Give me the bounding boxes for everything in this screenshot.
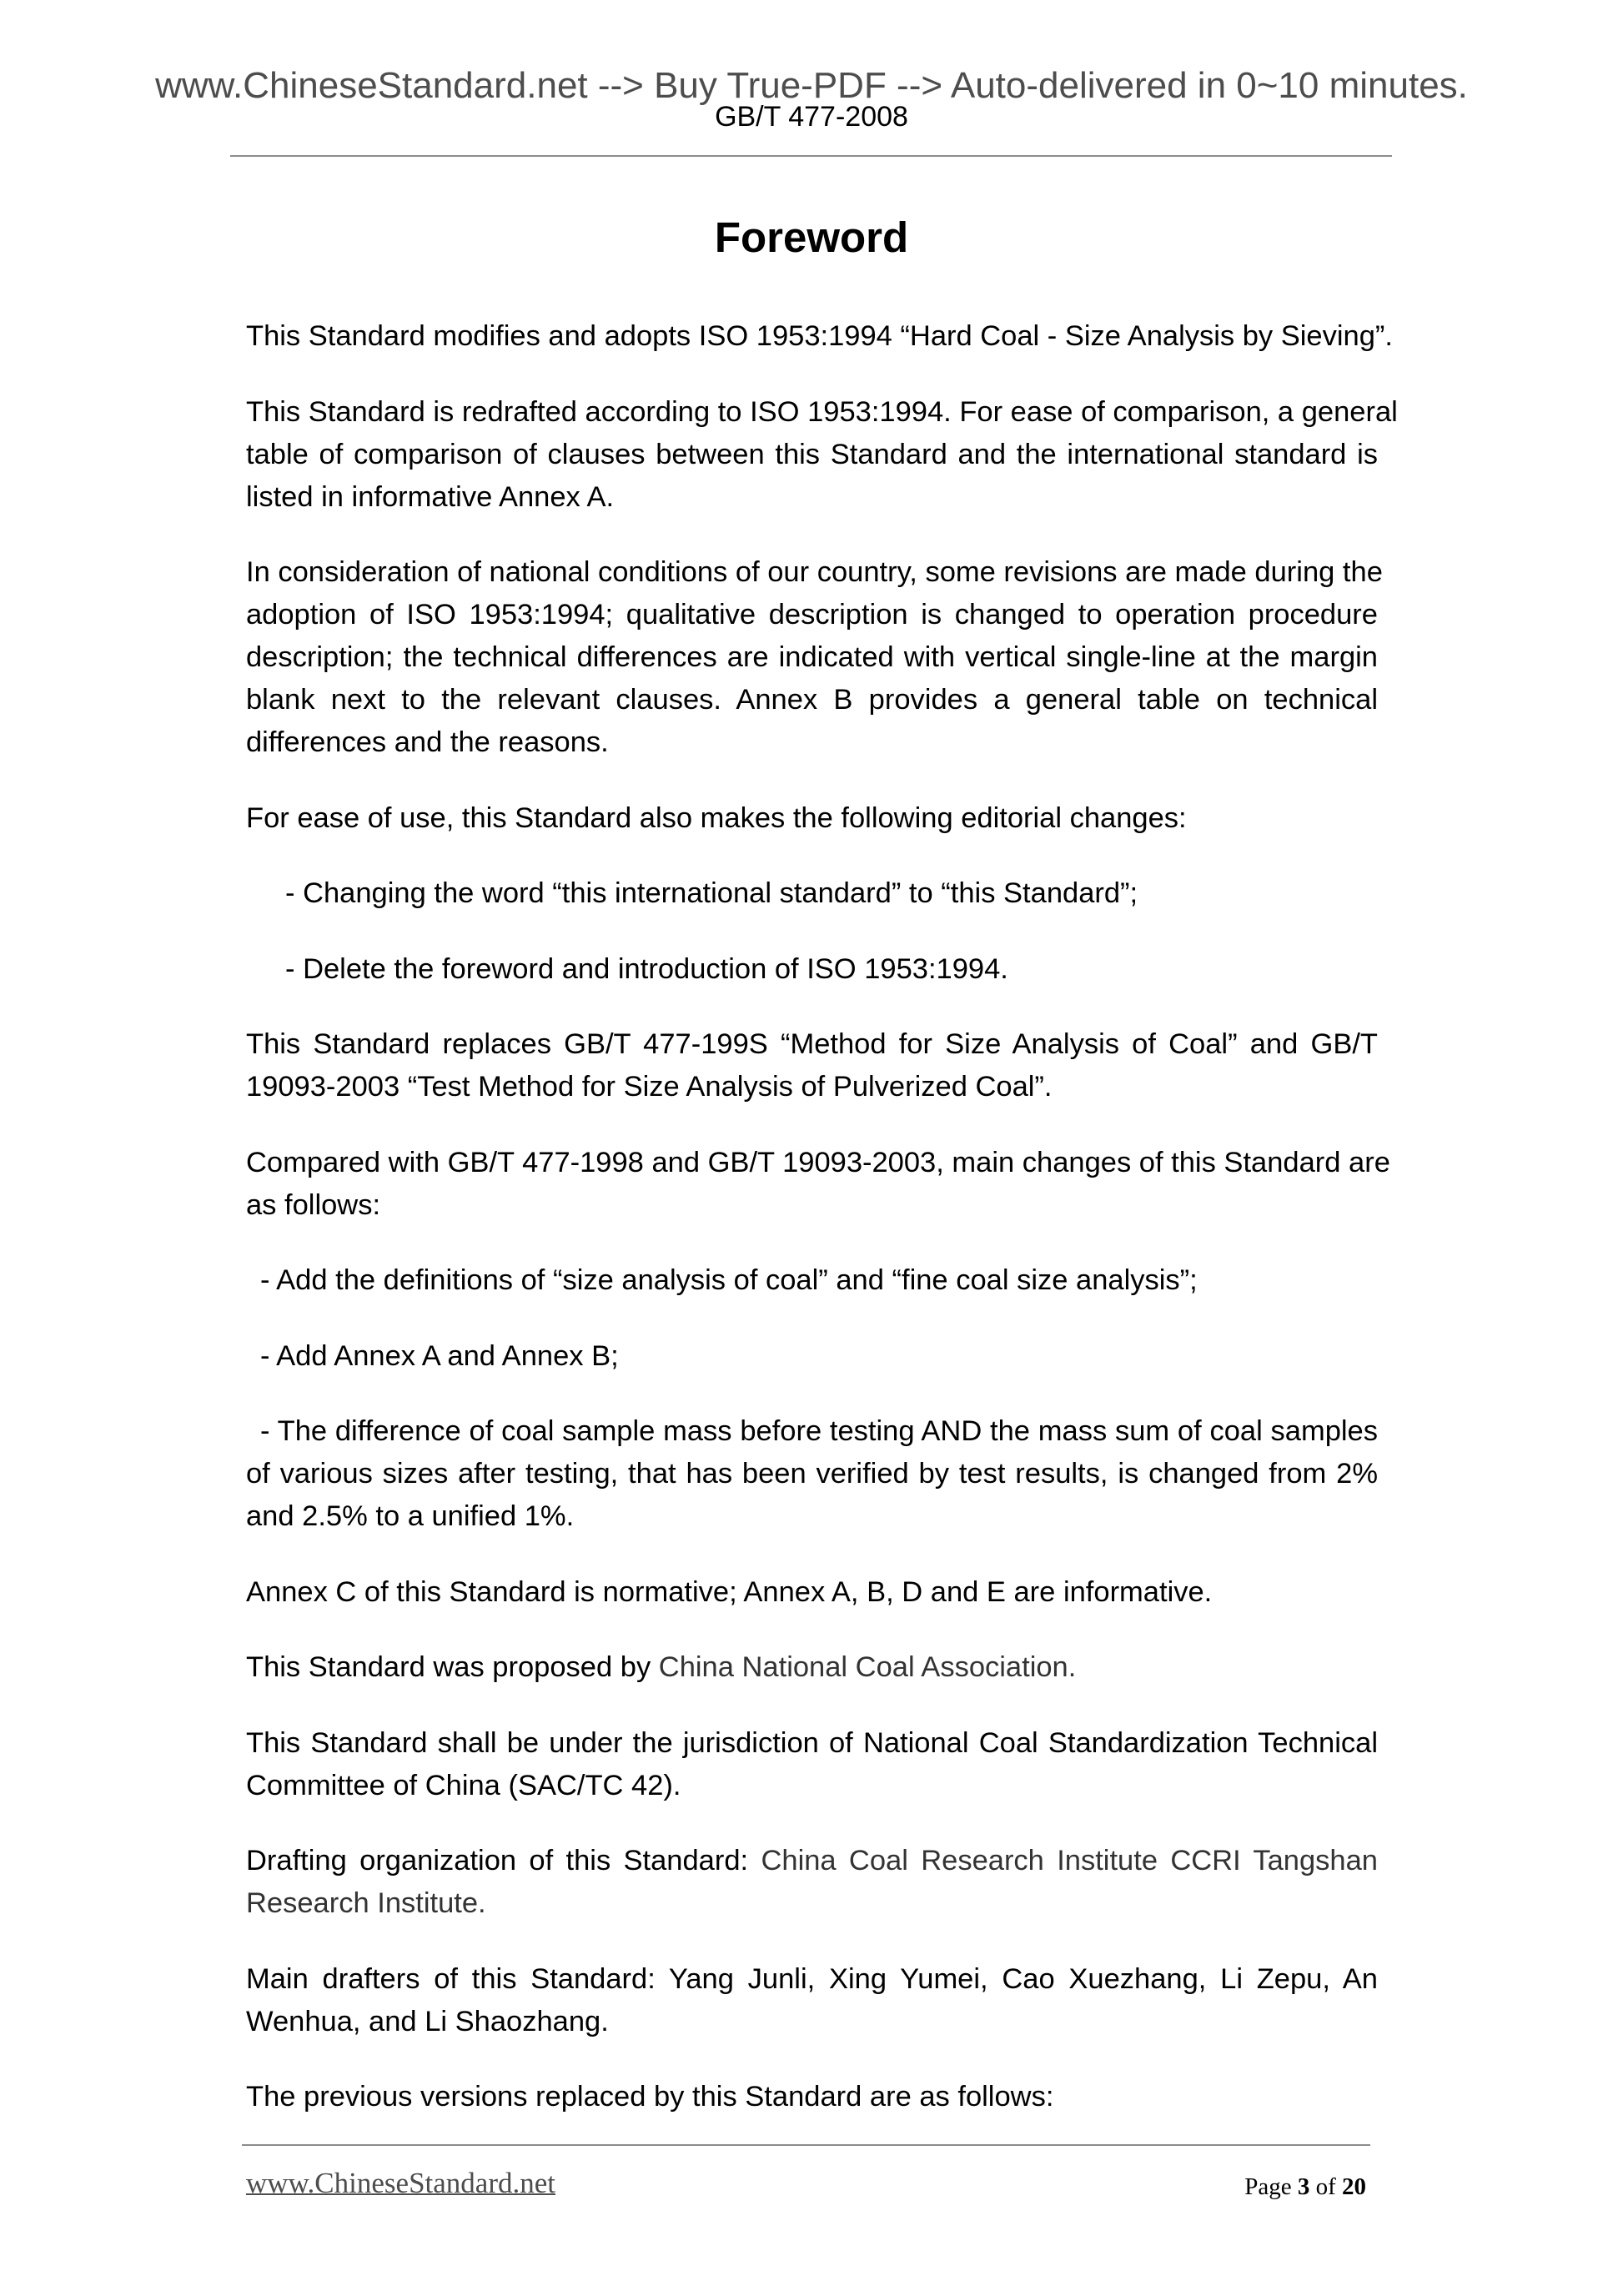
text-line: In consideration of national conditions of our country, some revisions are made during the — [246, 556, 1383, 588]
text-line: as follows: — [246, 1188, 381, 1221]
text-line: For ease of use, this Standard also makes the following editorial changes: — [246, 801, 1187, 834]
text-line — [246, 1646, 1378, 1689]
text-line: Annex C of this Standard is normative; Annex A, B, D and E are informative. — [246, 1575, 1213, 1608]
text-line: This Standard is redrafted according to ISO 1953:1994. For ease of comparison, a general — [246, 395, 1398, 428]
footer-divider — [242, 2144, 1370, 2146]
paragraph-jurisdiction — [246, 1722, 1378, 1807]
footer-site-link[interactable]: www.ChineseStandard.net — [246, 2167, 555, 2199]
paragraph-proposed-by — [246, 1646, 1378, 1689]
paragraph-compared-with — [246, 1142, 1390, 1227]
drafting-organization: China Coal Research Institute CCRI Tangshan — [761, 1845, 1378, 1876]
paragraph-adoption — [246, 315, 1393, 358]
standard-code-header: GB/T 477-2008 — [715, 101, 908, 133]
text-line: - Delete the foreword and introduction of ISO 1953:1994. — [285, 952, 1008, 985]
page-of-label: of — [1309, 2173, 1342, 2200]
paragraph-replaces — [246, 1023, 1378, 1108]
paragraph-drafters — [246, 1958, 1378, 2043]
list-item-editorial-1 — [246, 872, 1378, 915]
text-line — [246, 1840, 1378, 1882]
text-line: The previous versions replaced by this Standard are as follows: — [246, 2081, 1054, 2113]
text-line: and 2.5% to a unified 1%. — [246, 1500, 575, 1532]
text-line: description; the technical differences are indicated with vertical single-line at the margin — [246, 641, 1378, 673]
current-page: 3 — [1297, 2173, 1310, 2200]
list-item-change-3 — [246, 1410, 1378, 1538]
paragraph-editorial-changes — [246, 797, 1378, 840]
text-line: Main drafters of this Standard: Yang Junli, Xing Yumei, Cao Xuezhang, Li Zepu, An — [246, 1962, 1378, 1995]
text-line: - Changing the word “this international standard” to “this Standard”; — [285, 877, 1138, 909]
list-item-change-2 — [246, 1335, 1378, 1378]
header-divider — [230, 155, 1392, 157]
total-pages: 20 — [1342, 2173, 1366, 2200]
paragraph-national-conditions — [246, 551, 1383, 764]
proposed-by-label: This Standard was proposed by — [246, 1651, 659, 1683]
text-line: 19093-2003 “Test Method for Size Analysis of Pulverized Coal”. — [246, 1071, 1053, 1103]
text-line: table of comparison of clauses between this Standard and the international standard is — [246, 438, 1378, 470]
text-line: of various sizes after testing, that has been verified by test results, is changed from 2% — [246, 1458, 1378, 1490]
page-indicator — [1244, 2172, 1366, 2202]
text-line: listed in informative Annex A. — [246, 480, 615, 513]
text-line: This Standard shall be under the jurisdiction of National Coal Standardization Technical — [246, 1726, 1378, 1759]
paragraph-drafting-organization — [246, 1840, 1378, 1925]
text-line: adoption of ISO 1953:1994; qualitative description is changed to operation procedure — [246, 599, 1378, 631]
text-line: differences and the reasons. — [246, 726, 609, 758]
paragraph-annex-status — [246, 1571, 1378, 1614]
list-item-editorial-2 — [246, 948, 1378, 991]
foreword-body — [246, 315, 1398, 2152]
drafting-org-label: Drafting organization of this Standard: — [246, 1845, 761, 1876]
text-line: This Standard modifies and adopts ISO 1953:1994 “Hard Coal - Size Analysis by Sieving”. — [246, 320, 1393, 352]
paragraph-redrafted — [246, 391, 1398, 519]
text-line: Wenhua, and Li Shaozhang. — [246, 2005, 609, 2037]
page-title: Foreword — [714, 214, 909, 261]
page-label: Page — [1244, 2173, 1298, 2200]
text-line: - The difference of coal sample mass before testing AND the mass sum of coal samples — [260, 1415, 1378, 1447]
text-line: Compared with GB/T 477-1998 and GB/T 19093-2003, main changes of this Standard are — [246, 1146, 1390, 1178]
text-line: Committee of China (SAC/TC 42). — [246, 1769, 681, 1801]
text-line: This Standard replaces GB/T 477-199S “Method for Size Analysis of Coal” and GB/T — [246, 1028, 1378, 1060]
paragraph-previous-versions — [246, 2076, 1378, 2118]
text-line: - Add the definitions of “size analysis of coal” and “fine coal size analysis”; — [260, 1264, 1198, 1296]
list-item-change-1 — [246, 1259, 1378, 1302]
site-banner: www.ChineseStandard.net --> Buy True-PDF --> Auto-delivered in 0~10 minutes. — [155, 65, 1468, 106]
text-line: blank next to the relevant clauses. Annex B provides a general table on technical — [246, 684, 1378, 716]
text-line: Research Institute. — [246, 1887, 486, 1919]
text-line: - Add Annex A and Annex B; — [260, 1339, 619, 1372]
proposing-organization: China National Coal Association. — [658, 1651, 1077, 1683]
